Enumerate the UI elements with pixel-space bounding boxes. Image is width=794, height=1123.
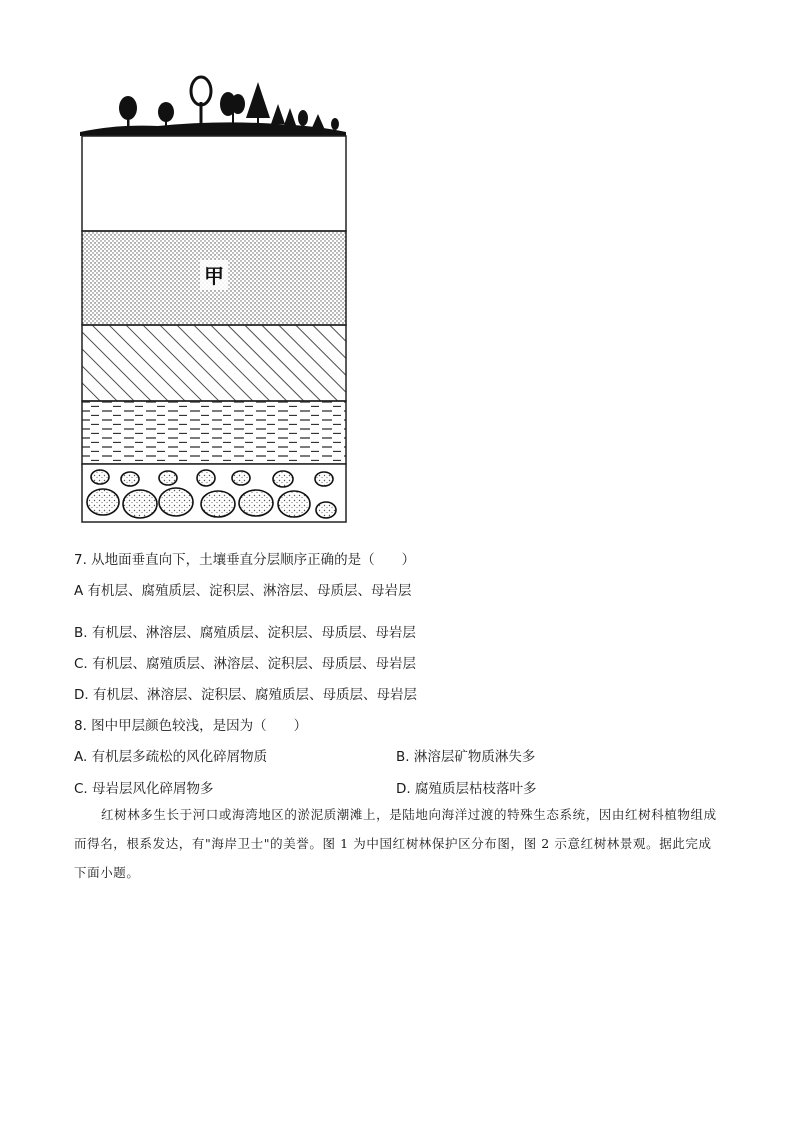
passage-text: 红树林多生长于河口或海湾地区的淤泥质潮滩上，是陆地向海洋过渡的特殊生态系统，因由红树科植物组成而得名，根系发达，有"海岸卫士"的美誉。图 1 为中国红树林保护区分布图，图 2 示意红树林景观。据此完成下面小题。 bbox=[74, 807, 717, 880]
question-8-option-c: C. 母岩层风化碎屑物多 bbox=[74, 781, 214, 797]
vegetation-icon bbox=[80, 77, 346, 136]
question-8-option-a: A. 有机层多疏松的风化碎屑物质 bbox=[74, 749, 268, 765]
soil-profile-diagram bbox=[78, 74, 350, 526]
layer-jia-label: 甲 bbox=[204, 264, 224, 288]
question-7-option-a: A 有机层、腐殖质层、淀积层、淋溶层、母质层、母岩层 bbox=[74, 583, 412, 599]
question-8-option-b: B. 淋溶层矿物质淋失多 bbox=[396, 749, 536, 765]
dashed-layer bbox=[82, 401, 346, 464]
question-7-stem: 7. 从地面垂直向下，土壤垂直分层顺序正确的是（ ） bbox=[74, 552, 416, 568]
question-8-stem: 8. 图中甲层颜色较浅，是因为（ ） bbox=[74, 718, 308, 734]
question-8-option-d: D. 腐殖质层枯枝落叶多 bbox=[396, 781, 537, 797]
mangrove-passage bbox=[74, 800, 722, 887]
question-7-option-c: C. 有机层、腐殖质层、淋溶层、淀积层、母质层、母岩层 bbox=[74, 656, 417, 672]
question-7-option-b: B. 有机层、淋溶层、腐殖质层、淀积层、母质层、母岩层 bbox=[74, 625, 416, 641]
soil-profile-figure bbox=[78, 74, 350, 526]
organic-layer bbox=[82, 136, 346, 231]
question-7-option-d: D. 有机层、淋溶层、淀积层、腐殖质层、母质层、母岩层 bbox=[74, 687, 417, 703]
hatched-layer bbox=[82, 325, 346, 401]
